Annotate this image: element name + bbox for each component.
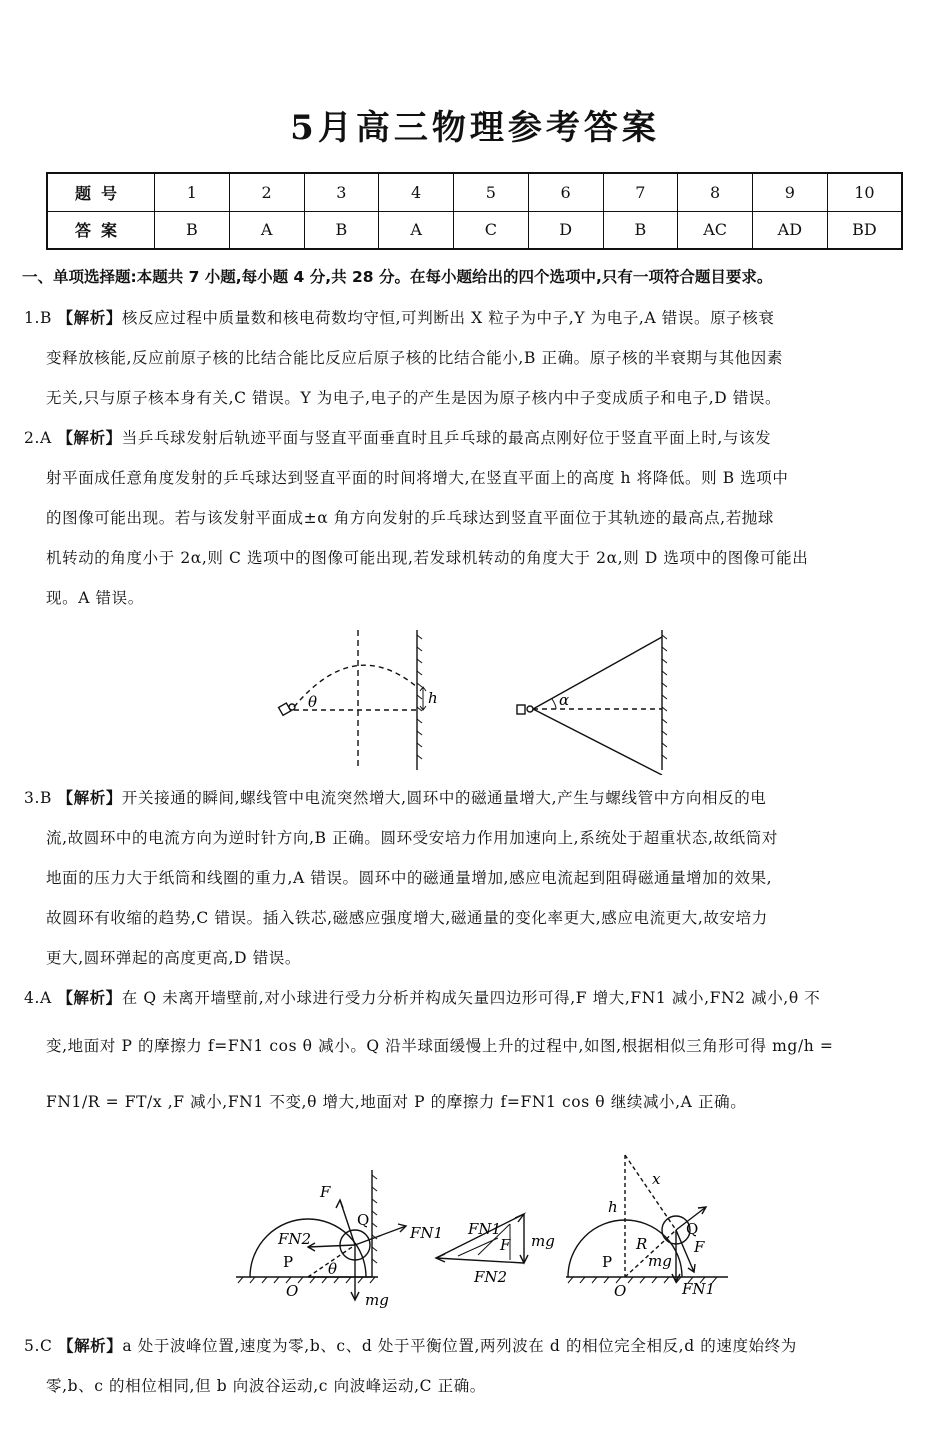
explanation-line: 现。A 错误。 (46, 589, 144, 607)
explanation-line: 变释放核能,反应前原子核的比结合能比反应后原子核的比结合能小,B 正确。原子核的半衰期与其他因素 (46, 349, 783, 367)
weight-mg2-label: mg (648, 1252, 672, 1270)
answer-cell: B (304, 211, 379, 249)
height-h-label: h (608, 1198, 618, 1216)
answer-cell: AD (753, 211, 828, 249)
question-number: 10 (827, 173, 902, 211)
explanation-line: 无关,只与原子核本身有关,C 错误。Y 为电子,电子的产生是因为原子核内中子变成质子和电子,D 错误。 (46, 389, 782, 407)
ball-Q-label: Q (357, 1211, 370, 1229)
force-FN1-2-label: FN1 (682, 1280, 716, 1298)
force-FN2-label: FN2 (278, 1230, 312, 1248)
force-F-label: F (320, 1183, 331, 1201)
question-number: 2 (229, 173, 304, 211)
section-heading: 一、单项选择题:本题共 7 小题,每小题 4 分,共 28 分。在每小题给出的四个选项中,只有一项符合题目要求。 (22, 268, 773, 286)
question-label: 2.A (24, 429, 52, 447)
analysis-tag: 【解析】 (57, 1337, 123, 1355)
force-FN1-label: FN1 (410, 1224, 444, 1242)
explanation-line: 故圆环有收缩的趋势,C 错误。插入铁芯,磁感应强度增大,磁通量的变化率更大,感应电流更大,故安培力 (46, 909, 768, 927)
answer-explanation-1 (24, 298, 924, 418)
answer-explanation-3 (24, 778, 924, 978)
answer-explanation-2 (24, 418, 924, 618)
triangle-F-label: F (500, 1236, 511, 1254)
explanation-line: 4.A 【解析】在 Q 未离开墙壁前,对小球进行受力分析并构成矢量四边形可得,F 增大,FN1 减小,FN2 减小,θ 不 (24, 989, 821, 1007)
explanation-line: 机转动的角度小于 2α,则 C 选项中的图像可能出现,若发球机转动的角度大于 2α,则 D 选项中的图像可能出 (46, 549, 809, 567)
hemisphere-P-label: P (283, 1253, 294, 1271)
explanation-line: 零,b、c 的相位相同,但 b 向波谷运动,c 向波峰运动,C 正确。 (46, 1377, 486, 1395)
figure-force-diagram (228, 1150, 748, 1315)
force-F2-label: F (694, 1238, 705, 1256)
question-number: 9 (753, 173, 828, 211)
explanation-line: 地面的压力大于纸筒和线圈的重力,A 错误。圆环中的磁通量增加,感应电流起到阻碍磁通量增加的效果, (46, 869, 773, 887)
explanation-line: 5.C 【解析】a 处于波峰位置,速度为零,b、c、d 处于平衡位置,两列波在 d 的相位完全相反,d 的速度始终为 (24, 1337, 797, 1355)
answer-cell: D (528, 211, 603, 249)
explanation-line: 的图像可能出现。若与该发射平面成±α 角方向发射的乒乓球达到竖直平面位于其轨迹的最高点,若抛球 (46, 509, 775, 527)
question-label: 5.C (24, 1337, 53, 1355)
explanation-line: 射平面成任意角度发射的乒乓球达到竖直平面的时间将增大,在竖直平面上的高度 h 将降低。则 B 选项中 (46, 469, 789, 487)
question-number: 5 (454, 173, 529, 211)
answer-cell: B (155, 211, 230, 249)
figure-projectile-diagram (270, 625, 680, 775)
ball-Q2-label: Q (686, 1220, 699, 1238)
triangle-FN2-label: FN2 (474, 1268, 508, 1286)
answer-table-answer-row (47, 211, 902, 249)
analysis-tag: 【解析】 (57, 789, 122, 807)
question-number: 3 (304, 173, 379, 211)
explanation-line: 更大,圆环弹起的高度更高,D 错误。 (46, 949, 302, 967)
page-title: 5月高三物理参考答案 (290, 108, 660, 148)
explanation-line: FN1/R = FT/x ,F 减小,FN1 不变,θ 增大,地面对 P 的摩擦力 f=FN1 cos θ 继续减小,A 正确。 (46, 1093, 747, 1111)
answer-cell: A (379, 211, 454, 249)
question-number: 1 (155, 173, 230, 211)
answer-cell: C (454, 211, 529, 249)
question-number: 7 (603, 173, 678, 211)
question-label: 4.A (24, 989, 52, 1007)
explanation-line: 3.B 【解析】开关接通的瞬间,螺线管中电流突然增大,圆环中的磁通量增大,产生与螺线管中方向相反的电 (24, 789, 767, 807)
question-number: 4 (379, 173, 454, 211)
answer-label: 答案 (47, 211, 155, 249)
theta-label: θ (308, 693, 318, 711)
answer-cell: B (603, 211, 678, 249)
answer-table (46, 172, 903, 250)
question-number: 8 (678, 173, 753, 211)
analysis-tag: 【解析】 (57, 309, 122, 327)
analysis-tag: 【解析】 (57, 429, 122, 447)
explanation-line: 1.B 【解析】核反应过程中质量数和核电荷数均守恒,可判断出 X 粒子为中子,Y 为电子,A 错误。原子核衰 (24, 309, 775, 327)
alpha-label: α (559, 691, 570, 709)
answer-table-number-row (47, 173, 902, 211)
answer-explanation-4 (24, 978, 924, 1130)
header-label: 题号 (47, 173, 155, 211)
answer-explanation-5 (24, 1326, 924, 1406)
weight-mg-label: mg (365, 1291, 389, 1309)
angle-theta-label: θ (328, 1260, 338, 1278)
answer-cell: AC (678, 211, 753, 249)
length-x-label: x (652, 1170, 661, 1188)
center-O2-label: O (614, 1282, 627, 1300)
triangle-mg-label: mg (531, 1232, 555, 1250)
analysis-tag: 【解析】 (57, 989, 122, 1007)
question-number: 6 (528, 173, 603, 211)
answer-cell: A (229, 211, 304, 249)
explanation-line: 流,故圆环中的电流方向为逆时针方向,B 正确。圆环受安培力作用加速向上,系统处于超重状态,故纸筒对 (46, 829, 778, 847)
center-O-label: O (286, 1282, 299, 1300)
explanation-line: 变,地面对 P 的摩擦力 f=FN1 cos θ 减小。Q 沿半球面缓慢上升的过程中,如图,根据相似三角形可得 mg/h = (46, 1037, 834, 1055)
answer-cell: BD (827, 211, 902, 249)
height-label: h (428, 689, 438, 707)
question-label: 1.B (24, 309, 52, 327)
triangle-FN1-label: FN1 (468, 1220, 502, 1238)
radius-R-label: R (636, 1235, 648, 1253)
explanation-line: 2.A 【解析】当乒乓球发射后轨迹平面与竖直平面垂直时且乒乓球的最高点刚好位于竖直平面上时,与该发 (24, 429, 772, 447)
question-label: 3.B (24, 789, 52, 807)
hemisphere-P2-label: P (602, 1253, 613, 1271)
